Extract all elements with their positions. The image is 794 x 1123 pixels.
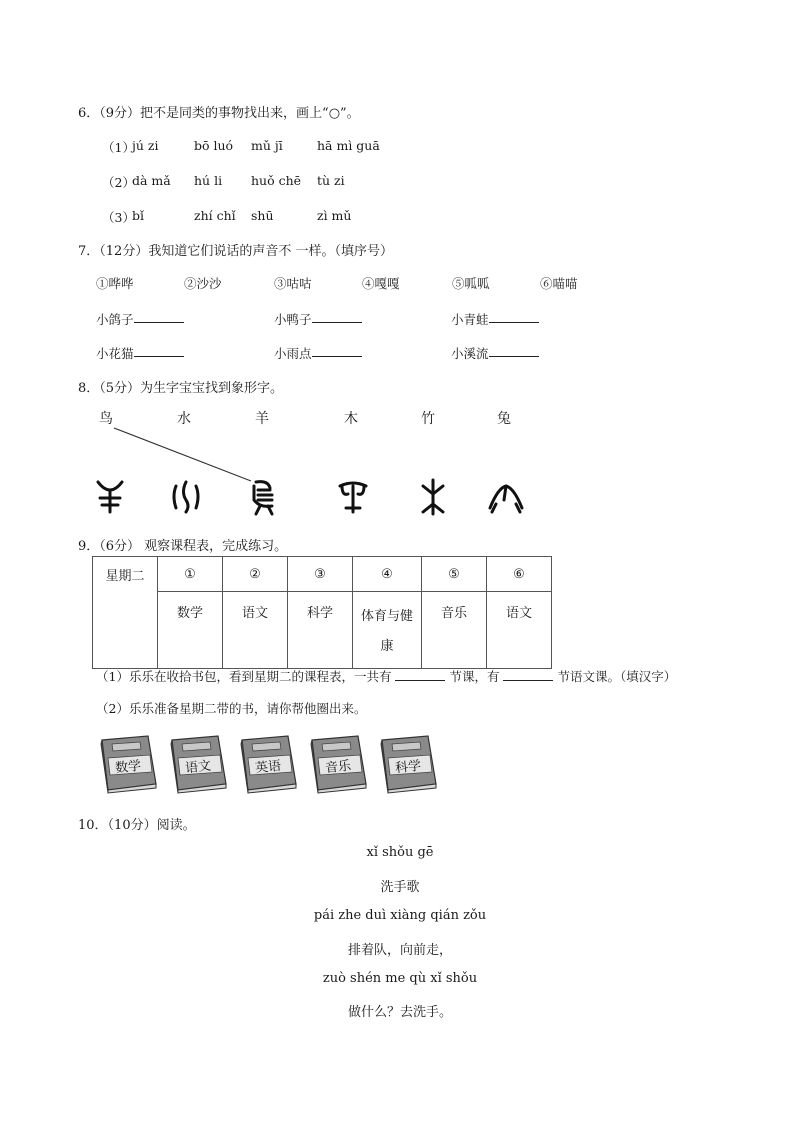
q6-item: mǔ jī [251,138,283,153]
q6-item: shū [251,208,274,223]
schedule-day: 星期二 [93,557,158,669]
pictograph-bamboo-icon [336,478,370,514]
book-label: 音乐 [324,758,352,777]
q6-row-num: （3） [102,210,135,225]
pictograph-bird-icon [246,478,280,516]
q9-sub1-text: 节课，有 [449,669,500,684]
pictograph-sheep-icon [94,478,126,514]
schedule-period: ⑤ [422,557,487,592]
schedule-table [92,556,552,669]
answer-blank[interactable] [395,668,445,681]
schedule-period: ① [158,557,223,592]
q6-item: jú zi [132,138,159,153]
q7-option: ①哗哗 [96,276,134,291]
answer-blank[interactable] [503,668,553,681]
q7-animal-label: 小鸽子 [96,312,134,327]
book-english[interactable] [236,734,300,794]
book-chinese[interactable] [166,734,230,794]
q6-item: hú li [194,173,223,188]
q9-title: 9．（6分） 观察课程表，完成练习。 [78,539,288,554]
q6-item: dà mǎ [132,173,171,188]
q8-char: 木 [344,411,358,427]
q8-char: 竹 [421,411,435,427]
schedule-period: ⑥ [487,557,552,592]
q6-item: bǐ [132,208,144,223]
q6-item: tù zi [317,173,345,188]
schedule-period: ③ [288,557,353,592]
q9-sub1 [96,667,676,685]
q7-animal-label: 小青蛙 [451,312,489,327]
poem-line: 做什么？去洗手。 [347,1005,452,1020]
q6-item: huǒ chē [251,173,302,188]
schedule-subject: 语文 [487,592,552,669]
q6-item: bō luó [194,138,234,153]
q8-matching-line [0,0,794,560]
q6-item: zì mǔ [317,208,352,223]
q7-animal-label: 小鸭子 [274,312,312,327]
pictograph-rabbit-icon [488,478,524,514]
poem-line: 洗手歌 [380,880,420,895]
q7-option: ②沙沙 [184,276,222,291]
schedule-subject: 体育与健康 [353,592,422,669]
q7-animal-label: 小花猫 [96,346,134,361]
book-music[interactable] [306,734,370,794]
poem-line: pái zhe duì xiàng qián zǒu [313,908,487,923]
q10-title: 10．（10分）阅读。 [78,818,196,833]
q9-sub1-text: 节语文课。（填汉字） [557,669,677,684]
q8-title: 8．（5分）为生字宝宝找到象形字。 [78,381,284,396]
book-science[interactable] [376,734,440,794]
q9-sub1-text: （1）乐乐在收拾书包，看到星期二的课程表，一共有 [96,669,392,684]
book-math[interactable] [96,734,160,794]
q8-char: 兔 [497,411,511,427]
q8-char: 鸟 [99,411,113,427]
schedule-subject: 科学 [288,592,353,669]
q8-char: 水 [177,411,191,427]
book-label: 科学 [394,758,422,777]
schedule-period: ④ [353,557,422,592]
q6-row-num: （1） [102,140,135,155]
q9-sub2: （2）乐乐准备星期二带的书，请你帮他圈出来。 [96,701,367,716]
pictograph-water-icon [170,478,202,514]
q6-item: hā mì guā [317,138,380,153]
schedule-subject: 语文 [223,592,288,669]
book-label: 英语 [254,758,282,777]
q7-option: ⑥喵喵 [540,276,578,291]
schedule-subject: 音乐 [422,592,487,669]
poem-line: zuò shén me qù xǐ shǒu [322,971,478,986]
book-label: 语文 [184,758,212,777]
schedule-subject: 数学 [158,592,223,669]
poem-line: xǐ shǒu gē [366,845,434,860]
q7-title: 7．（12分）我知道它们说话的声音不 一样。（填序号） [78,244,393,259]
q7-option: ⑤呱呱 [452,276,490,291]
book-label: 数学 [114,758,142,777]
q8-char: 羊 [255,411,269,427]
pictograph-tree-icon [418,478,448,516]
q7-option: ④嘎嘎 [362,276,400,291]
q7-animal-label: 小雨点 [274,346,312,361]
q7-animal-label: 小溪流 [451,346,489,361]
q6-row-num: （2） [102,175,135,190]
schedule-period: ② [223,557,288,592]
poem-line: 排着队，向前走， [347,943,452,958]
q7-option: ③咕咕 [274,276,312,291]
q6-item: zhí chǐ [194,208,236,223]
q6-title: 6．（9分）把不是同类的事物找出来，画上“○”。 [78,106,360,121]
